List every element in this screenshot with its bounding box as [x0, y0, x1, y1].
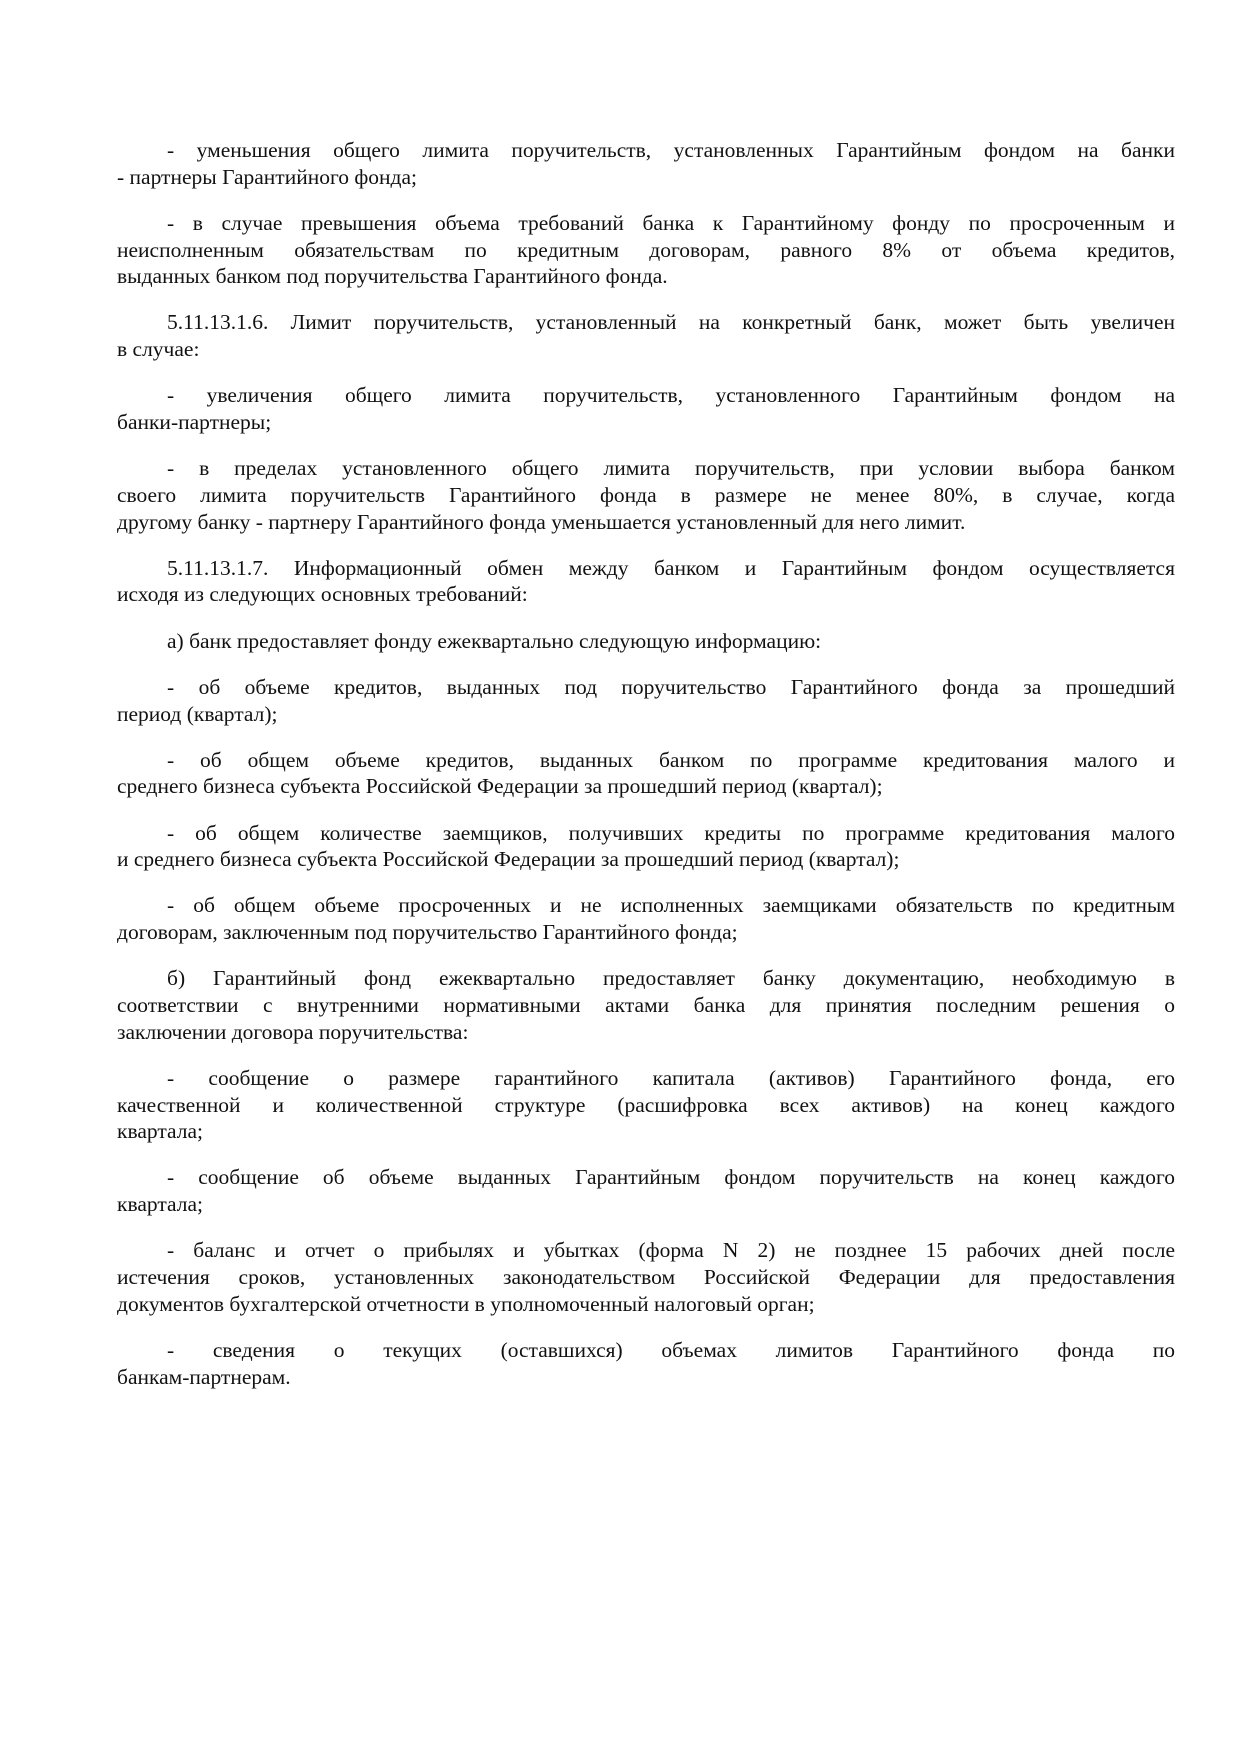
text-line: - сообщение о размере гарантийного капитала (активов) Гарантийного фонда, его — [167, 1065, 1175, 1090]
text-line: - в пределах установленного общего лимита поручительств, при условии выбора банком — [167, 456, 1175, 481]
text-line: банки-партнеры; — [117, 410, 272, 434]
text-line: в случае: — [117, 337, 200, 362]
document-page — [117, 137, 1175, 1410]
paragraph — [117, 1237, 1175, 1317]
text-line: другому банку - партнеру Гарантийного фонда уменьшается установленный для него лимит. — [117, 509, 966, 534]
paragraph — [117, 1164, 1175, 1217]
text-line: качественной и количественной структуре (расшифровка всех активов) на конец каждого — [117, 1092, 1175, 1117]
text-line: - партнеры Гарантийного фонда; — [117, 164, 418, 189]
paragraph — [117, 1337, 1175, 1390]
paragraph — [117, 555, 1175, 608]
paragraph — [117, 309, 1175, 362]
paragraph — [117, 965, 1175, 1045]
text-line: договорам, заключенным под поручительство Гарантийного фонда; — [117, 920, 738, 945]
text-line: 5.11.13.1.6. Лимит поручительств, установленный на конкретный банк, может быть увеличен — [167, 310, 1175, 335]
text-line: - об объеме кредитов, выданных под поручительство Гарантийного фонда за прошедший — [167, 674, 1175, 699]
text-line: - об общем объеме кредитов, выданных банком по программе кредитования малого и — [167, 747, 1175, 772]
paragraph — [117, 674, 1175, 727]
text-line: - сообщение об объеме выданных Гарантийным фондом поручительств на конец каждого — [167, 1165, 1175, 1190]
text-line: истечения сроков, установленных законодательством Российской Федерации для предоставления — [117, 1265, 1175, 1289]
text-line: - баланс и отчет о прибылях и убытках (форма N 2) не позднее 15 рабочих дней после — [167, 1238, 1175, 1263]
text-line: квартала; — [117, 1119, 203, 1144]
text-line: заключении договора поручительства: — [117, 1019, 469, 1044]
text-line: - сведения о текущих (оставшихся) объемах лимитов Гарантийного фонда по — [167, 1337, 1175, 1362]
text-line: - в случае превышения объема требований банка к Гарантийному фонду по просроченным и — [167, 210, 1175, 235]
text-line: выданных банком под поручительства Гарантийного фонда. — [117, 264, 668, 289]
text-line: 5.11.13.1.7. Информационный обмен между банком и Гарантийным фондом осуществляется — [167, 555, 1175, 580]
text-line: своего лимита поручительств Гарантийного фонда в размере не менее 80%, в случае, когда — [117, 482, 1175, 507]
text-line: банкам-партнерам. — [117, 1364, 291, 1389]
paragraph — [117, 628, 1175, 655]
text-line: а) банк предоставляет фонду ежеквартально следующую информацию: — [167, 628, 822, 653]
text-line: б) Гарантийный фонд ежеквартально предоставляет банку документацию, необходимую в — [167, 966, 1175, 991]
text-line: и среднего бизнеса субъекта Российской Федерации за прошедший период (квартал); — [117, 847, 900, 872]
text-line: - увеличения общего лимита поручительств, установленного Гарантийным фондом на — [167, 383, 1175, 408]
text-line: квартала; — [117, 1192, 203, 1217]
paragraph — [117, 210, 1175, 290]
paragraph — [117, 137, 1175, 190]
paragraph — [117, 382, 1175, 435]
text-line: период (квартал); — [117, 701, 278, 726]
paragraph — [117, 892, 1175, 945]
paragraph — [117, 455, 1175, 535]
text-line: документов бухгалтерской отчетности в уполномоченный налоговый орган; — [117, 1291, 815, 1316]
text-line: неисполненным обязательствам по кредитным договорам, равного 8% от объема кредитов, — [117, 237, 1175, 262]
paragraph — [117, 820, 1175, 873]
text-line: - об общем количестве заемщиков, получивших кредиты по программе кредитования малого — [167, 820, 1175, 845]
paragraph — [117, 1065, 1175, 1145]
paragraph — [117, 747, 1175, 800]
text-line: исходя из следующих основных требований: — [117, 582, 528, 607]
text-line: - об общем объеме просроченных и не исполненных заемщиками обязательств по кредитным — [167, 893, 1175, 918]
text-line: - уменьшения общего лимита поручительств, установленных Гарантийным фондом на банки — [167, 138, 1175, 162]
text-line: среднего бизнеса субъекта Российской Федерации за прошедший период (квартал); — [117, 774, 883, 799]
text-line: соответствии с внутренними нормативными актами банка для принятия последним решения о — [117, 993, 1175, 1017]
